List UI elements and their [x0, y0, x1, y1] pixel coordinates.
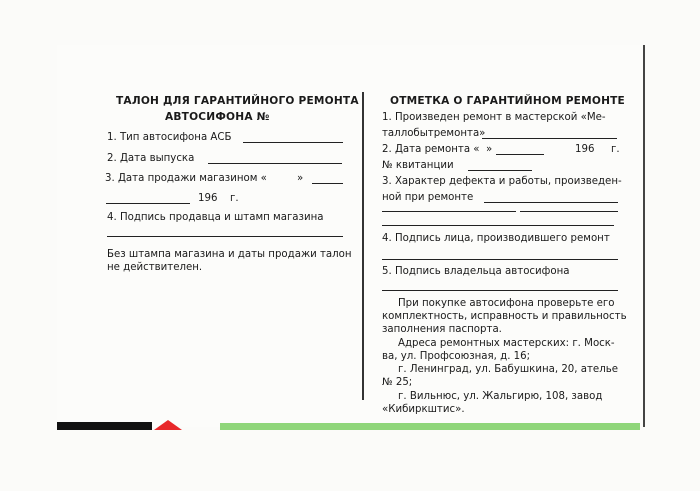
repairer-signature-field[interactable] — [382, 259, 618, 260]
owner-signature-label: 5. Подпись владельца автосифона — [382, 266, 570, 277]
seller-signature-field[interactable] — [107, 236, 343, 237]
purchase-check-line3: заполнения паспорта. — [382, 324, 502, 335]
address-line1: Адреса ремонтных мастерских: г. Моск- — [398, 338, 615, 349]
repair-year-suffix: г. — [611, 144, 620, 155]
sale-date-quote-close: » — [297, 173, 304, 184]
workshop-field[interactable] — [482, 138, 617, 139]
sale-date-day-field[interactable] — [106, 203, 190, 204]
underlying-page-green-strip — [220, 423, 640, 430]
defect-field-2[interactable] — [382, 211, 516, 212]
address-line6: «Кибиркштис». — [382, 404, 465, 415]
column-divider — [362, 92, 364, 400]
sale-date-month-field[interactable] — [312, 183, 343, 184]
left-title-line1: ТАЛОН ДЛЯ ГАРАНТИЙНОГО РЕМОНТА — [116, 95, 359, 107]
validity-note-line1: Без штампа магазина и даты продажи талон — [107, 249, 352, 260]
right-title: ОТМЕТКА О ГАРАНТИЙНОМ РЕМОНТЕ — [390, 95, 625, 107]
defect-label-line2: ной при ремонте — [382, 192, 474, 203]
validity-note-line2: не действителен. — [107, 262, 203, 273]
defect-label-line1: 3. Характер дефекта и работы, произведен- — [382, 176, 622, 187]
sale-year-suffix: г. — [230, 193, 239, 204]
repairer-signature-label: 4. Подпись лица, производившего ремонт — [382, 233, 610, 244]
item-type-label: 1. Тип автосифона АСБ — [107, 132, 232, 143]
address-line2: ва, ул. Профсоюзная, д. 16; — [382, 351, 531, 362]
underlying-page-red-triangle — [154, 420, 182, 430]
repair-workshop-line2: таллобытремонта» — [382, 128, 486, 139]
repair-date-quote-close: » — [486, 144, 493, 155]
purchase-check-line1: При покупке автосифона проверьте его — [398, 298, 615, 309]
item-type-field[interactable] — [243, 142, 343, 143]
defect-field-3[interactable] — [520, 211, 618, 212]
item-sale-date-label: 3. Дата продажи магазином « — [105, 173, 267, 184]
repair-date-label: 2. Дата ремонта « — [382, 144, 480, 155]
address-line4: № 25; — [382, 377, 413, 388]
purchase-check-line2: комплектность, исправность и правильность — [382, 311, 627, 322]
owner-signature-field[interactable] — [382, 290, 618, 291]
left-title-line2: АВТОСИФОНА № — [165, 111, 270, 123]
address-line5: г. Вильнюс, ул. Жальгирю, 108, завод — [398, 391, 603, 402]
repair-workshop-line1: 1. Произведен ремонт в мастерской «Ме- — [382, 112, 606, 123]
release-date-field[interactable] — [208, 163, 342, 164]
underlying-page-black-strip — [57, 422, 152, 430]
receipt-number-label: № квитанции — [382, 160, 454, 171]
address-line3: г. Ленинград, ул. Бабушкина, 20, ателье — [398, 364, 618, 375]
item-seller-signature-label: 4. Подпись продавца и штамп магазина — [107, 212, 324, 223]
repair-date-field[interactable] — [496, 154, 544, 155]
receipt-number-field[interactable] — [468, 170, 532, 171]
repair-year-prefix: 196 — [575, 144, 595, 155]
sale-year-prefix: 196 — [198, 193, 218, 204]
defect-field-1[interactable] — [484, 202, 618, 203]
defect-field-4[interactable] — [382, 225, 614, 226]
item-release-date-label: 2. Дата выпуска — [107, 153, 195, 164]
